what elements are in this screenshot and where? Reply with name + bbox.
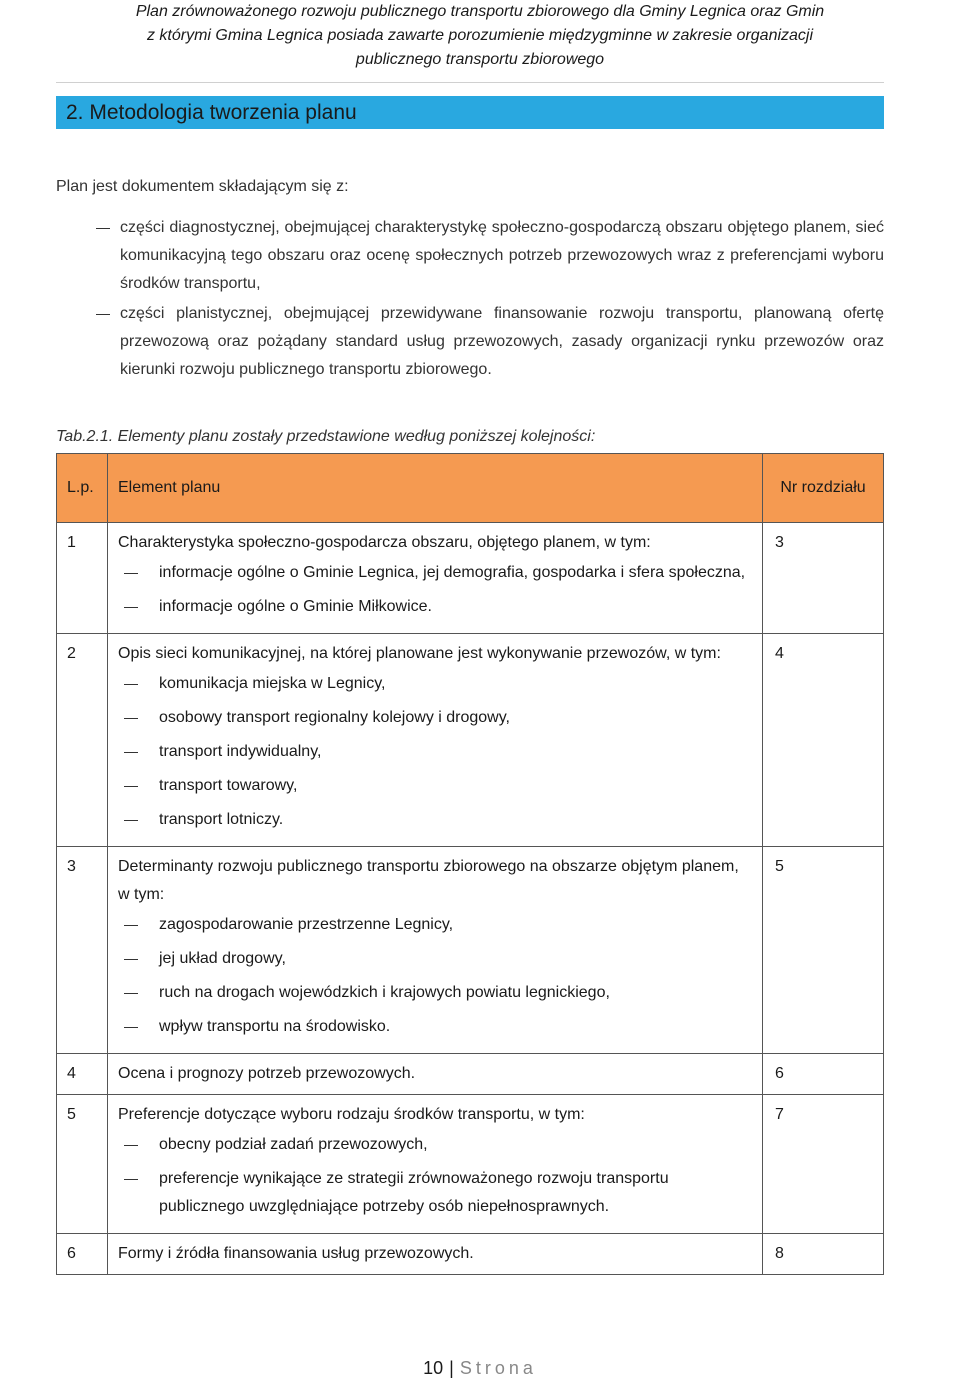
sub-item-text: informacje ogólne o Gminie Miłkowice.: [159, 598, 432, 615]
row-number: 6: [57, 1234, 108, 1275]
sub-item: [118, 806, 752, 834]
plan-elements-table: [56, 453, 884, 1275]
dash-bullet-icon: [124, 752, 138, 753]
header-divider: [56, 82, 884, 83]
sub-item-list: [118, 911, 752, 1041]
element-description: Opis sieci komunikacyjnej, na której planowane jest wykonywanie przewozów, w tym:: [118, 645, 721, 662]
sub-item: [118, 670, 752, 698]
dash-bullet-icon: [124, 573, 138, 574]
table-row: [57, 523, 884, 634]
dash-bullet-icon: [124, 718, 138, 719]
dash-bullet-icon: [124, 786, 138, 787]
sub-item: [118, 945, 752, 973]
dash-bullet-icon: [124, 1027, 138, 1028]
dash-bullet-icon: [124, 993, 138, 994]
header-line-1: Plan zrównoważonego rozwoju publicznego transportu zbiorowego dla Gminy Legnica oraz Gmin: [135, 3, 825, 20]
dash-bullet-icon: [124, 684, 138, 685]
sub-item-text: ruch na drogach wojewódzkich i krajowych powiatu legnickiego,: [159, 984, 610, 1001]
bullet-list: [56, 214, 884, 386]
dash-bullet-icon: [124, 1179, 138, 1180]
row-number: 2: [57, 634, 108, 847]
bullet-item: [56, 214, 884, 298]
row-number: 1: [57, 523, 108, 634]
sub-item-text: zagospodarowanie przestrzenne Legnicy,: [159, 916, 454, 933]
row-element: [108, 847, 763, 1054]
row-element: [108, 634, 763, 847]
table-row: [57, 1095, 884, 1234]
dash-bullet-icon: [96, 228, 110, 229]
row-element: [108, 1095, 763, 1234]
sub-item: [118, 1165, 752, 1221]
dash-bullet-icon: [124, 1145, 138, 1146]
chapter-number: 6: [763, 1054, 884, 1095]
table-row: [57, 1054, 884, 1095]
row-number: 5: [57, 1095, 108, 1234]
chapter-number: 8: [763, 1234, 884, 1275]
table-header-row: [57, 454, 884, 523]
sub-item-text: komunikacja miejska w Legnicy,: [159, 675, 386, 692]
sub-item-list: [118, 670, 752, 834]
sub-item: [118, 979, 752, 1007]
bullet-text: części diagnostycznej, obejmującej charakterystykę społeczno-gospodarczą obszaru objętego planem, sieć komunikacyjną tego obszaru oraz ocenę społecznych potrzeb przewozowych wraz z preferencjami wyboru środków transportu,: [120, 219, 884, 292]
page-footer: [0, 1356, 960, 1380]
dash-bullet-icon: [124, 607, 138, 608]
bullet-item: [56, 300, 884, 384]
dash-bullet-icon: [124, 959, 138, 960]
sub-item: [118, 1013, 752, 1041]
section-heading: 2. Metodologia tworzenia planu: [56, 96, 884, 129]
element-description: Preferencje dotyczące wyboru rodzaju środków transportu, w tym:: [118, 1106, 585, 1123]
row-element: [108, 523, 763, 634]
page-number: 10: [423, 1358, 444, 1378]
intro-paragraph: Plan jest dokumentem składającym się z:: [56, 178, 349, 195]
sub-item-list: [118, 559, 752, 621]
sub-item-text: obecny podział zadań przewozowych,: [159, 1136, 428, 1153]
header-element: Element planu: [108, 454, 763, 523]
sub-item: [118, 911, 752, 939]
header-chapter-number: Nr rozdziału: [763, 454, 884, 523]
row-element: [108, 1054, 763, 1095]
bullet-text: części planistycznej, obejmującej przewidywane finansowanie rozwoju transportu, planowaną ofertę przewozową oraz pożądany standard usług przewozowych, zasady organizacji rynku przewozów oraz kierunki rozwoju publicznego transportu zbiorowego.: [120, 305, 884, 378]
sub-item-text: osobowy transport regionalny kolejowy i drogowy,: [159, 709, 510, 726]
sub-item-text: transport indywidualny,: [159, 743, 322, 760]
sub-item-text: transport lotniczy.: [159, 811, 284, 828]
row-element: [108, 1234, 763, 1275]
table-row: [57, 1234, 884, 1275]
element-description: Determinanty rozwoju publicznego transportu zbiorowego na obszarze objętym planem, w tym:: [118, 858, 739, 903]
sub-item: [118, 738, 752, 766]
footer-separator: |: [449, 1358, 454, 1378]
element-description: Charakterystyka społeczno-gospodarcza obszaru, objętego planem, w tym:: [118, 534, 651, 551]
running-header: [40, 0, 920, 72]
page-label: Strona: [459, 1358, 537, 1378]
chapter-number: 7: [763, 1095, 884, 1234]
row-number: 3: [57, 847, 108, 1054]
sub-item: [118, 593, 752, 621]
sub-item-text: wpływ transportu na środowisko.: [159, 1018, 391, 1035]
sub-item-text: informacje ogólne o Gminie Legnica, jej demografia, gospodarka i sfera społeczna,: [159, 564, 746, 581]
chapter-number: 4: [763, 634, 884, 847]
dash-bullet-icon: [96, 314, 110, 315]
sub-item: [118, 704, 752, 732]
chapter-number: 3: [763, 523, 884, 634]
header-line-3: publicznego transportu zbiorowego: [355, 51, 605, 68]
sub-item-list: [118, 1131, 752, 1221]
chapter-number: 5: [763, 847, 884, 1054]
table-row: [57, 847, 884, 1054]
sub-item: [118, 772, 752, 800]
table-body: [57, 523, 884, 1275]
table-row: [57, 634, 884, 847]
header-lp: L.p.: [57, 454, 108, 523]
sub-item-text: transport towarowy,: [159, 777, 298, 794]
element-description: Ocena i prognozy potrzeb przewozowych.: [118, 1065, 416, 1082]
sub-item-text: jej układ drogowy,: [159, 950, 286, 967]
sub-item: [118, 1131, 752, 1159]
element-description: Formy i źródła finansowania usług przewozowych.: [118, 1245, 474, 1262]
sub-item-text: preferencje wynikające ze strategii zrównoważonego rozwoju transportu publicznego uwzględniające potrzeby osób niepełnosprawnych.: [159, 1170, 669, 1215]
sub-item: [118, 559, 752, 587]
table-caption: Tab.2.1. Elementy planu zostały przedstawione według poniższej kolejności:: [56, 428, 596, 445]
dash-bullet-icon: [124, 925, 138, 926]
dash-bullet-icon: [124, 820, 138, 821]
row-number: 4: [57, 1054, 108, 1095]
header-line-2: z którymi Gmina Legnica posiada zawarte porozumienie międzygminne w zakresie organizacji: [146, 27, 814, 44]
